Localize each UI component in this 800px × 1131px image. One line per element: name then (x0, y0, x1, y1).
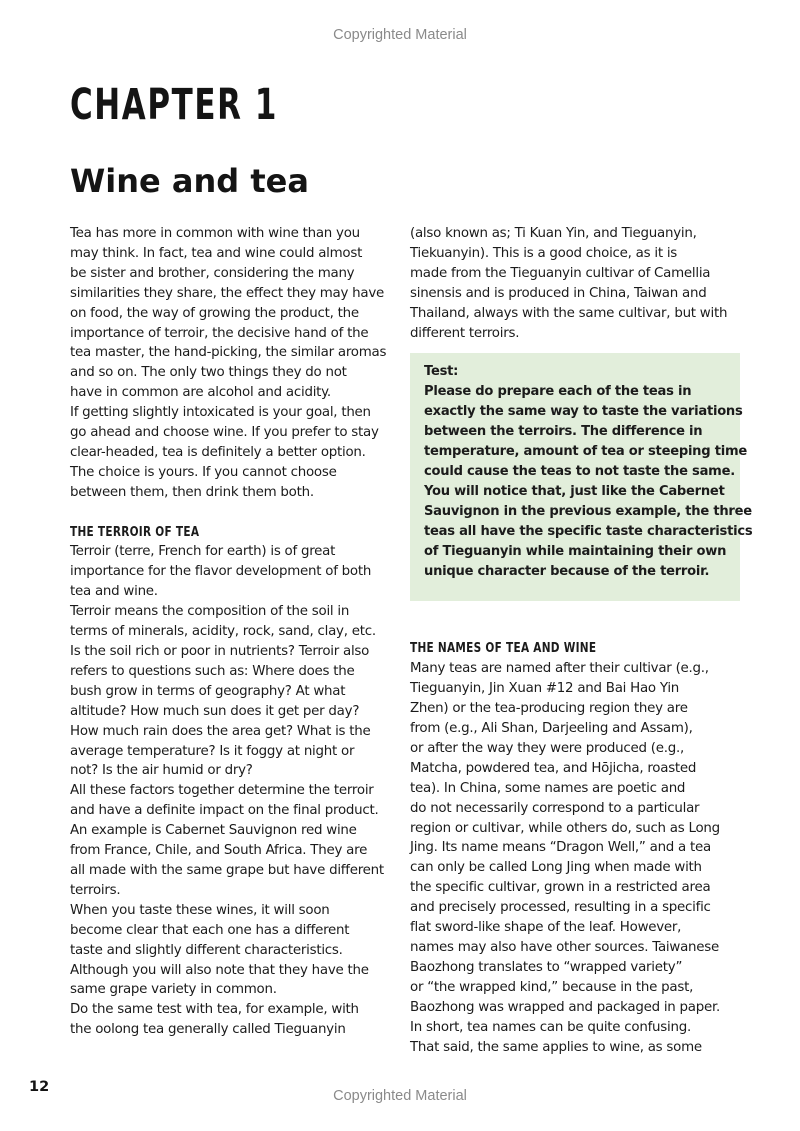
text-line: have in common are alcohol and acidity. (70, 385, 331, 401)
text-line: Thailand, always with the same cultivar, but with (410, 305, 728, 321)
text-line: When you taste these wines, it will soon (70, 902, 330, 918)
text-line: and so on. The only two things they do not (70, 365, 347, 381)
text-line: altitude? How much sun does it get per day? (70, 703, 360, 719)
text-line: terms of minerals, acidity, rock, sand, clay, etc. (70, 624, 376, 640)
text-line: and have a definite impact on the final product. (70, 803, 379, 819)
text-line: The choice is yours. If you cannot choose (70, 464, 337, 480)
text-line: flat sword-like shape of the leaf. However, (410, 920, 682, 936)
right-column (410, 224, 753, 1057)
names-body (410, 659, 740, 1057)
text-line: or after the way they were produced (e.g., (410, 740, 684, 756)
text-line: from (e.g., Ali Shan, Darjeeling and Assam), (410, 721, 693, 737)
copyright-watermark-bottom: Copyrighted Material (333, 1088, 467, 1104)
text-line: become clear that each one has a different (70, 922, 350, 938)
text-line: Baozhong was wrapped and packaged in paper. (410, 999, 721, 1015)
text-line: How much rain does the area get? What is the (70, 723, 371, 739)
text-line: Matcha, powdered tea, and Hōjicha, roasted (410, 760, 697, 776)
text-line: clear-headed, tea is definitely a better option. (70, 444, 366, 460)
text-line: If getting slightly intoxicated is your goal, then (70, 405, 371, 421)
text-line: taste and slightly different characteristics. (70, 942, 343, 958)
text-line: terroirs. (70, 882, 121, 898)
text-line: all made with the same grape but have different (70, 862, 384, 878)
left-column (70, 224, 400, 1040)
text-line: could cause the teas to not taste the same. (424, 463, 735, 479)
spacer (410, 601, 740, 639)
text-line: Do the same test with tea, for example, with (70, 1002, 359, 1018)
page-number: 12 (29, 1079, 50, 1095)
text-line: importance for the flavor development of both (70, 564, 372, 580)
text-line: can only be called Long Jing when made with (410, 860, 702, 876)
text-line: Terroir (terre, French for earth) is of great (70, 544, 336, 560)
text-line: region or cultivar, while others do, such as Long (410, 820, 720, 836)
text-line: refers to questions such as: Where does the (70, 663, 355, 679)
text-line: Sauvignon in the previous example, the three (424, 503, 752, 519)
text-line: An example is Cabernet Sauvignon red wine (70, 823, 357, 839)
text-line: That said, the same applies to wine, as some (410, 1039, 702, 1055)
test-text (424, 382, 753, 581)
text-line: Please do prepare each of the teas in (424, 384, 692, 400)
text-line: Zhen) or the tea-producing region they are (410, 701, 688, 717)
copyright-watermark-top: Copyrighted Material (333, 27, 467, 43)
text-line: Although you will also note that they have the (70, 962, 369, 978)
text-line: In short, tea names can be quite confusing. (410, 1019, 691, 1035)
text-line: made from the Tieguanyin cultivar of Camellia (410, 265, 711, 281)
text-line: on food, the way of growing the product, the (70, 305, 359, 321)
text-line: Is the soil rich or poor in nutrients? Terroir also (70, 644, 370, 660)
text-line: Many teas are named after their cultivar (e.g., (410, 661, 709, 677)
text-line: importance of terroir, the decisive hand of the (70, 325, 369, 341)
text-line: the oolong tea generally called Tieguanyin (70, 1022, 346, 1038)
text-line: Tiekuanyin). This is a good choice, as it is (410, 245, 678, 261)
text-line: between the terroirs. The difference in (424, 424, 703, 440)
text-line: temperature, amount of tea or steeping time (424, 444, 747, 460)
text-line: (also known as; Ti Kuan Yin, and Tieguanyin, (410, 226, 697, 241)
spacer (70, 503, 400, 523)
text-line: from France, Chile, and South Africa. They are (70, 843, 368, 859)
text-line: the specific cultivar, grown in a restricted area (410, 880, 711, 896)
terroir-body (70, 542, 400, 1040)
text-line: not? Is the air humid or dry? (70, 763, 253, 779)
text-line: may think. In fact, tea and wine could almost (70, 245, 363, 261)
text-line: Tieguanyin, Jin Xuan #12 and Bai Hao Yin (410, 681, 680, 697)
text-line: Baozhong translates to “wrapped variety” (410, 959, 683, 975)
text-line: similarities they share, the effect they may have (70, 285, 385, 301)
section-heading-terroir: THE TERROIR OF TEA (70, 524, 200, 540)
text-line: tea master, the hand-picking, the similar aromas (70, 345, 387, 361)
text-line: All these factors together determine the terroir (70, 783, 374, 799)
text-line: same grape variety in common. (70, 982, 277, 998)
text-line: teas all have the specific taste characteristics (424, 523, 753, 539)
intro-paragraph (70, 224, 400, 503)
text-line: and precisely processed, resulting in a specific (410, 900, 711, 916)
test-label: Test: (424, 364, 459, 380)
text-line: Tea has more in common with wine than you (70, 226, 360, 241)
page-title: Wine and tea (70, 162, 309, 200)
test-callout-box (410, 353, 753, 601)
text-line: or “the wrapped kind,” because in the past, (410, 979, 694, 995)
text-line: do not necessarily correspond to a particular (410, 800, 700, 816)
text-line: Terroir means the composition of the soil in (70, 604, 350, 620)
text-line: bush grow in terms of geography? At what (70, 683, 346, 699)
text-line: names may also have other sources. Taiwanese (410, 940, 719, 955)
continuation-paragraph (410, 224, 740, 343)
text-line: go ahead and choose wine. If you prefer to stay (70, 425, 379, 441)
text-line: tea). In China, some names are poetic and (410, 780, 686, 796)
text-line: between them, then drink them both. (70, 484, 314, 500)
text-line: of Tieguanyin while maintaining their own (424, 543, 727, 559)
text-line: exactly the same way to taste the variations (424, 404, 743, 420)
text-line: sinensis and is produced in China, Taiwan and (410, 285, 707, 301)
text-line: different terroirs. (410, 325, 520, 341)
text-line: unique character because of the terroir. (424, 563, 710, 579)
text-line: You will notice that, just like the Cabernet (424, 483, 725, 499)
chapter-heading: CHAPTER 1 (70, 80, 279, 130)
section-heading-names: THE NAMES OF TEA AND WINE (410, 641, 597, 657)
text-line: be sister and brother, considering the many (70, 265, 355, 281)
text-line: average temperature? Is it foggy at night or (70, 743, 355, 759)
text-line: tea and wine. (70, 584, 158, 600)
text-line: Jing. Its name means “Dragon Well,” and a tea (410, 840, 711, 856)
